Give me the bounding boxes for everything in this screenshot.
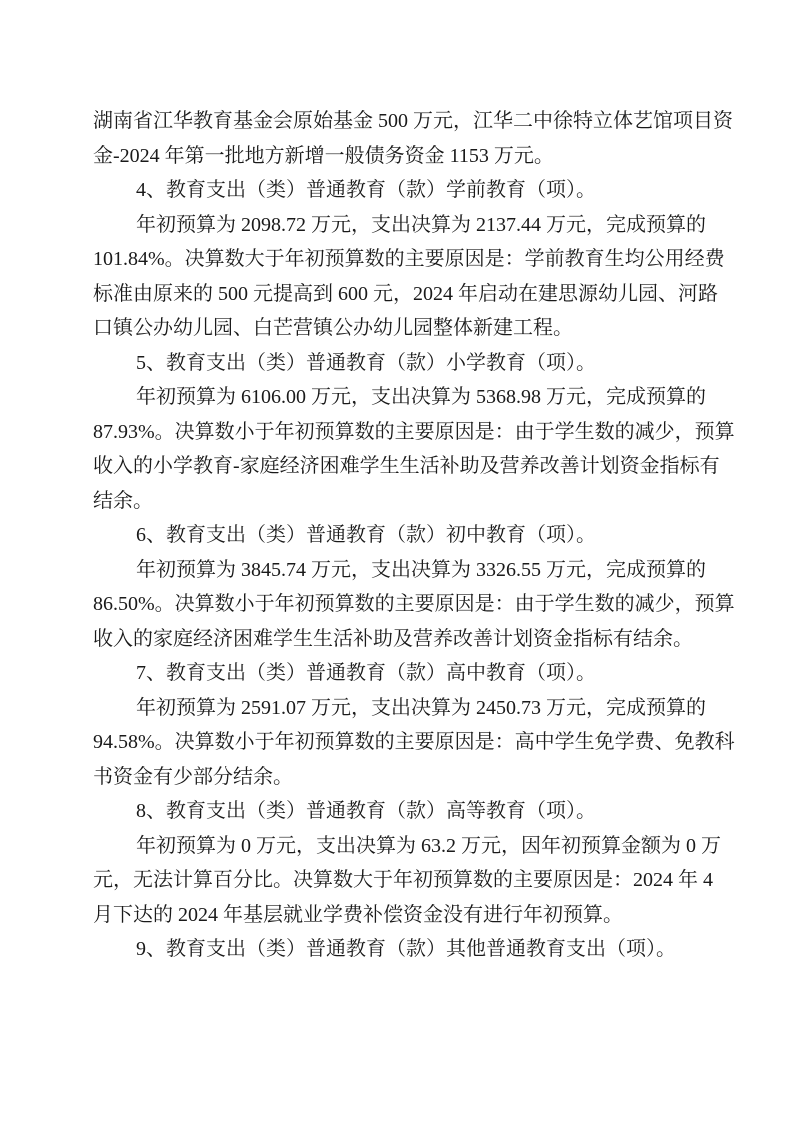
section-heading: [93, 518, 706, 553]
text-line: 年初预算为 2098.72 万元，支出决算为 2137.44 万元，完成预算的: [136, 213, 706, 236]
text-line: 年初预算为 2591.07 万元，支出决算为 2450.73 万元，完成预算的: [136, 696, 706, 719]
text-line: 5、教育支出（类）普通教育（款）小学教育（项）。: [136, 351, 596, 374]
body-paragraph: [93, 553, 735, 657]
text-line: 年初预算为 6106.00 万元，支出决算为 5368.98 万元，完成预算的: [136, 386, 706, 408]
section-heading: [93, 656, 706, 691]
text-line: 金-2024 年第一批地方新增一般债务资金 1153 万元。: [93, 144, 554, 167]
document-page: [93, 104, 735, 967]
text-line: 9、教育支出（类）普通教育（款）其他普通教育支出（项）。: [136, 938, 676, 960]
text-line: 标准由原来的 500 元提高到 600 元，2024 年启动在建思源幼儿园、河路: [93, 282, 718, 305]
body-paragraph: [93, 380, 735, 518]
text-line: 8、教育支出（类）普通教育（款）高等教育（项）。: [136, 800, 596, 822]
text-line: 7、教育支出（类）普通教育（款）高中教育（项）。: [136, 662, 596, 684]
text-line: 收入的家庭经济困难学生生活补助及营养改善计划资金指标有结余。: [93, 627, 693, 650]
body-paragraph: [93, 829, 721, 933]
body-paragraph: [93, 208, 725, 346]
text-line: 口镇公办幼儿园、白芒营镇公办幼儿园整体新建工程。: [93, 317, 573, 339]
text-line: 87.93%。决算数小于年初预算数的主要原因是：由于学生数的减少，预算: [93, 420, 735, 443]
text-line: 年初预算为 3845.74 万元，支出决算为 3326.55 万元，完成预算的: [136, 558, 706, 581]
body-paragraph: [93, 691, 735, 795]
text-line: 年初预算为 0 万元，支出决算为 63.2 万元，因年初预算金额为 0 万: [136, 834, 721, 857]
text-line: 6、教育支出（类）普通教育（款）初中教育（项）。: [136, 524, 596, 546]
text-line: 94.58%。决算数小于年初预算数的主要原因是：高中学生免学费、免教科: [93, 731, 735, 753]
text-line: 月下达的 2024 年基层就业学费补偿资金没有进行年初预算。: [93, 903, 623, 926]
body-paragraph: [93, 104, 733, 173]
text-line: 86.50%。决算数小于年初预算数的主要原因是：由于学生数的减少，预算: [93, 593, 735, 615]
section-heading: [93, 346, 706, 381]
text-line: 湖南省江华教育基金会原始基金 500 万元，江华二中徐特立体艺馆项目资: [93, 110, 733, 132]
text-line: 收入的小学教育-家庭经济困难学生生活补助及营养改善计划资金指标有: [93, 455, 720, 477]
text-line: 101.84%。决算数大于年初预算数的主要原因是：学前教育生均公用经费: [93, 248, 725, 270]
text-line: 结余。: [93, 489, 153, 512]
text-line: 4、教育支出（类）普通教育（款）学前教育（项）。: [136, 179, 596, 201]
text-line: 元，无法计算百分比。决算数大于年初预算数的主要原因是：2024 年 4: [93, 869, 713, 891]
section-heading: [93, 932, 706, 967]
text-line: 书资金有少部分结余。: [93, 765, 293, 788]
section-heading: [93, 173, 706, 208]
section-heading: [93, 794, 706, 829]
